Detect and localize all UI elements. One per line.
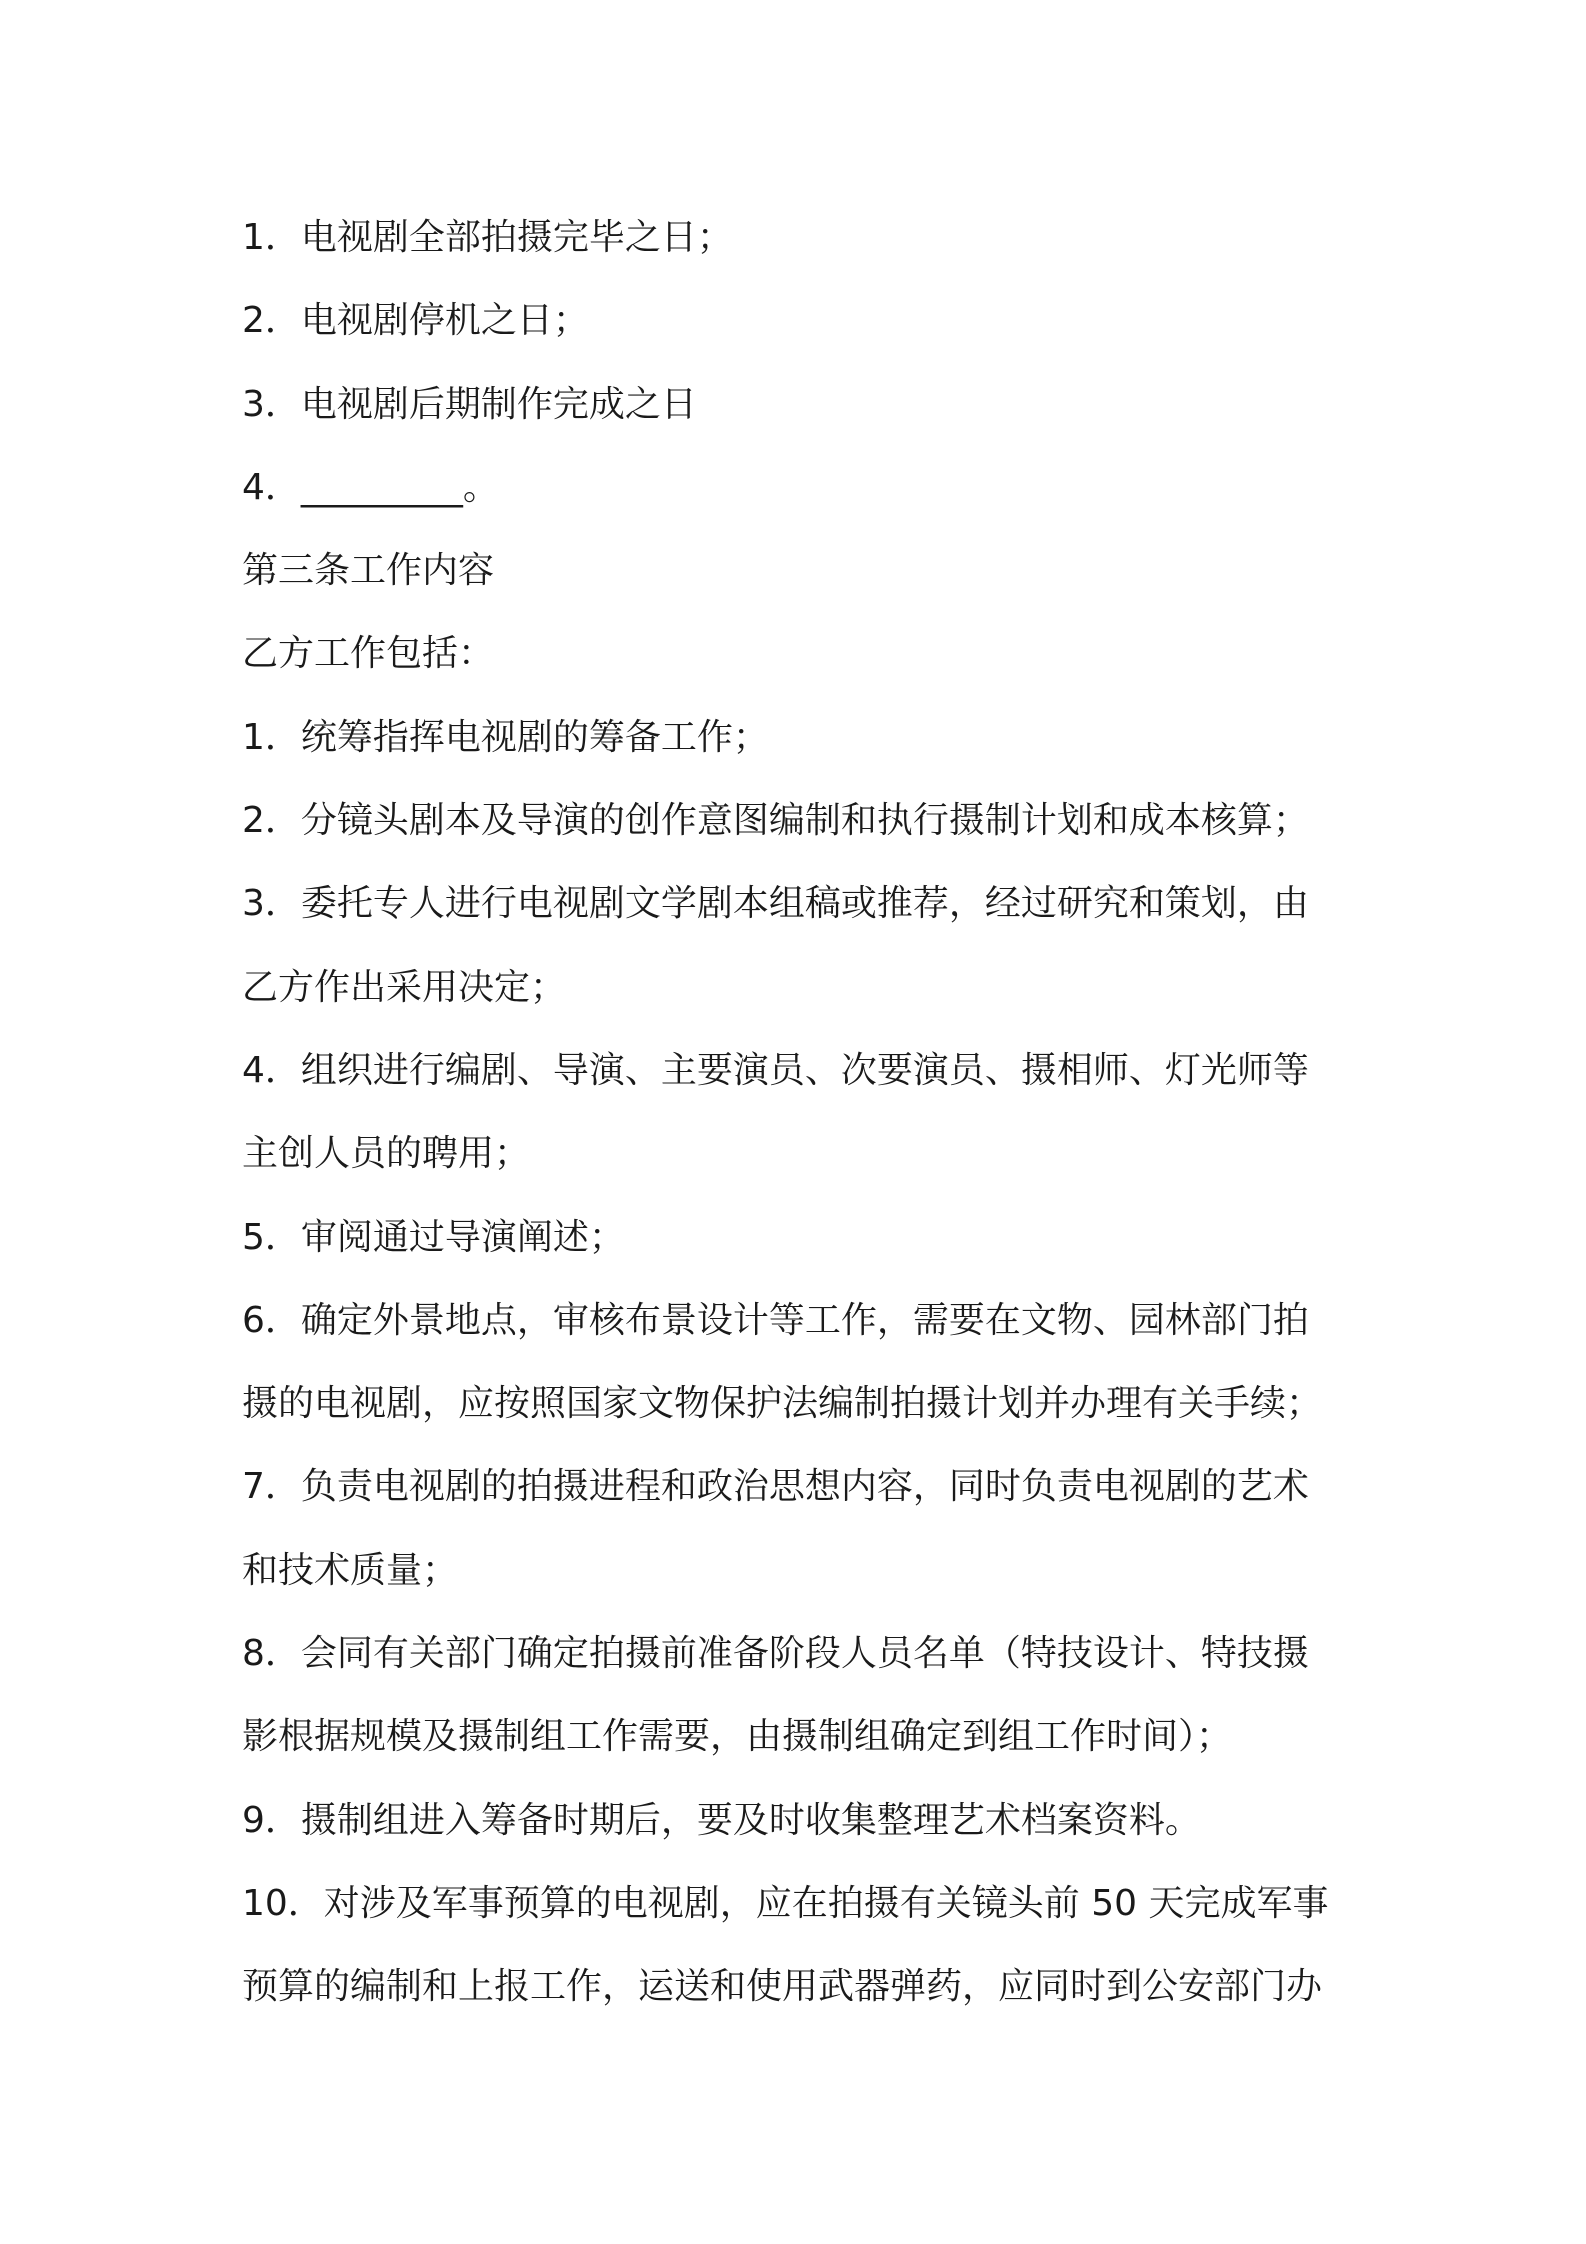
duty-item-8-cont: 影根据规模及摄制组工作需要，由摄制组确定到组工作时间）； — [242, 1716, 1233, 1758]
list-item-end-date-4: 4．_________。 — [242, 466, 499, 508]
list-item-end-date-2: 2．电视剧停机之日； — [242, 300, 589, 342]
list-item-end-date-3: 3．电视剧后期制作完成之日 — [242, 383, 697, 425]
duty-item-1: 1．统筹指挥电视剧的筹备工作； — [242, 716, 769, 758]
document-body — [242, 196, 1362, 2029]
duty-item-6: 6．确定外景地点，审核布景设计等工作，需要在文物、园林部门拍 — [242, 1299, 1309, 1341]
duty-item-4-cont: 主创人员的聘用； — [242, 1133, 531, 1175]
duty-item-2: 2．分镜头剧本及导演的创作意图编制和执行摄制计划和成本核算； — [242, 800, 1309, 842]
duty-item-4: 4．组织进行编剧、导演、主要演员、次要演员、摄相师、灯光师等 — [242, 1049, 1309, 1091]
duty-item-3: 3．委托专人进行电视剧文学剧本组稿或推荐，经过研究和策划，由 — [242, 883, 1309, 925]
duty-item-3-cont: 乙方作出采用决定； — [242, 966, 567, 1008]
duty-item-10-cont: 预算的编制和上报工作，运送和使用武器弹药，应同时到公安部门办 — [242, 1966, 1323, 2008]
duty-item-7: 7．负责电视剧的拍摄进程和政治思想内容，同时负责电视剧的艺术 — [242, 1466, 1309, 1508]
duty-item-5: 5．审阅通过导演阐述； — [242, 1216, 625, 1258]
section-intro: 乙方工作包括： — [242, 633, 495, 675]
duty-item-8: 8．会同有关部门确定拍摄前准备阶段人员名单（特技设计、特技摄 — [242, 1633, 1309, 1675]
duty-item-6-cont: 摄的电视剧，应按照国家文物保护法编制拍摄计划并办理有关手续； — [242, 1383, 1323, 1425]
section-heading-article-3: 第三条工作内容 — [242, 550, 495, 592]
list-item-end-date-1: 1．电视剧全部拍摄完毕之日； — [242, 217, 733, 258]
duty-item-9: 9．摄制组进入筹备时期后，要及时收集整理艺术档案资料。 — [242, 1799, 1201, 1841]
duty-item-7-cont: 和技术质量； — [242, 1549, 459, 1591]
duty-item-10: 10．对涉及军事预算的电视剧，应在拍摄有关镜头前 50 天完成军事 — [242, 1882, 1329, 1924]
